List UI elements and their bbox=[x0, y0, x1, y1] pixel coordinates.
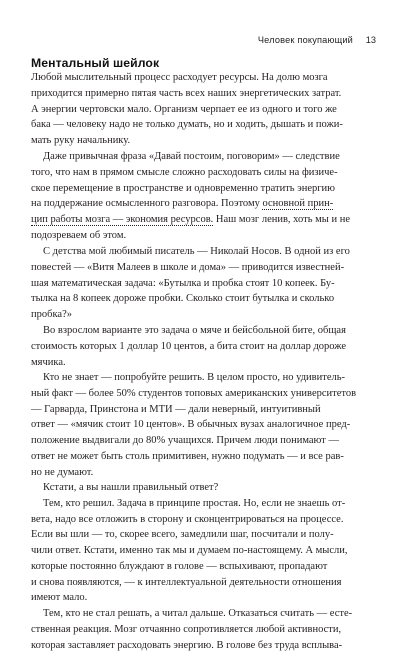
text-line: которая заставляет расходовать энергию. В голове без труда всплыва- bbox=[31, 638, 374, 653]
underlined-phrase: основной прин- bbox=[262, 198, 333, 210]
text-line: того, что нам в прямом смысле сложно расходовать силы на физиче- bbox=[31, 165, 374, 181]
text-line: ответ не может быть столь примитивен, нужно подумать — и все рав- bbox=[31, 449, 374, 465]
text-line: положение выдвигали до 80% учащихся. Причем люди понимают — bbox=[31, 433, 374, 449]
text-line: пробка?» bbox=[31, 307, 374, 323]
page-number: 13 bbox=[366, 35, 376, 45]
text-line: бака — человеку надо не только думать, но и ходить, дышать и пожи- bbox=[31, 117, 374, 133]
section-heading: Ментальный шейлок bbox=[31, 56, 159, 70]
text-line: приходится примерно пятая часть всех наших энергетических затрат. bbox=[31, 86, 374, 102]
paragraph-5 bbox=[31, 370, 374, 480]
text-line: имеют мало. bbox=[31, 590, 374, 606]
underlined-phrase: цип работы мозга — экономия ресурсов. bbox=[31, 214, 213, 226]
text-line: Кстати, а вы нашли правильный ответ? bbox=[31, 480, 374, 496]
text-line: подозреваем об этом. bbox=[31, 228, 374, 244]
text-line: — Гарварда, Принстона и МТИ — дали неверный, интуитивный bbox=[31, 402, 374, 418]
text-line: А энергии чертовски мало. Организм черпает ее из одного и того же bbox=[31, 102, 374, 118]
text-line: и снова появляются, — к интеллектуальной деятельности отношения bbox=[31, 575, 374, 591]
text-line: тылка на 8 копеек дороже пробки. Сколько стоит бутылка и сколько bbox=[31, 291, 374, 307]
text-line: повестей — «Витя Малеев в школе и дома» — приводится известней- bbox=[31, 260, 374, 276]
text-line: но не думают. bbox=[31, 465, 374, 481]
text-line: Тем, кто не стал решать, а читал дальше. Отказаться считать — есте- bbox=[31, 606, 374, 622]
text-segment: на поддержание осмысленного разговора. Поэтому bbox=[31, 198, 262, 209]
text-line: которые постоянно блуждают в голове — вспыхивают, пропадают bbox=[31, 559, 374, 575]
text-line: Кто не знает — попробуйте решить. В целом просто, но удивитель- bbox=[31, 370, 374, 386]
text-segment: Наш мозг ленив, хоть мы и не bbox=[213, 214, 350, 225]
text-line: шая математическая задача: «Бутылка и пробка стоят 10 копеек. Бу- bbox=[31, 276, 374, 292]
text-line: Во взрослом варианте это задача о мяче и бейсбольной бите, общая bbox=[31, 323, 374, 339]
paragraph-2 bbox=[31, 149, 374, 244]
paragraph-1 bbox=[31, 70, 374, 149]
text-line: ный факт — более 50% студентов топовых американских университетов bbox=[31, 386, 374, 402]
text-line: Любой мыслительный процесс расходует ресурсы. На долю мозга bbox=[31, 70, 374, 86]
text-line: ское перемещение в пространстве и одновременно тратить энергию bbox=[31, 181, 374, 197]
running-head bbox=[0, 35, 400, 48]
text-line: Даже привычная фраза «Давай постоим, поговорим» — следствие bbox=[31, 149, 374, 165]
text-line: мячика. bbox=[31, 355, 374, 371]
paragraph-4 bbox=[31, 323, 374, 370]
paragraph-6 bbox=[31, 480, 374, 653]
text-line-with-underline bbox=[31, 212, 374, 228]
text-line: ственная реакция. Мозг отчаянно сопротивляется любой активности, bbox=[31, 622, 374, 638]
text-line: чили ответ. Кстати, именно так мы и думаем по-настоящему. А мысли, bbox=[31, 543, 374, 559]
text-line: стоимость которых 1 доллар 10 центов, а бита стоит на доллар дороже bbox=[31, 339, 374, 355]
text-line: ответ — «мячик стоит 10 центов». В обычных вузах аналогичное пред- bbox=[31, 417, 374, 433]
text-line: Тем, кто решил. Задача в принципе простая. Но, если не знаешь от- bbox=[31, 496, 374, 512]
text-line: мать руку начальнику. bbox=[31, 133, 374, 149]
running-head-title: Человек покупающий bbox=[258, 35, 353, 45]
text-line-with-underline bbox=[31, 196, 374, 212]
text-line: вета, надо все отложить в сторону и сконцентрироваться на процессе. bbox=[31, 512, 374, 528]
text-line: С детства мой любимый писатель — Николай Носов. В одной из его bbox=[31, 244, 374, 260]
text-line: Если вы шли — то, скорее всего, замедлили шаг, посчитали и полу- bbox=[31, 527, 374, 543]
paragraph-3 bbox=[31, 244, 374, 323]
